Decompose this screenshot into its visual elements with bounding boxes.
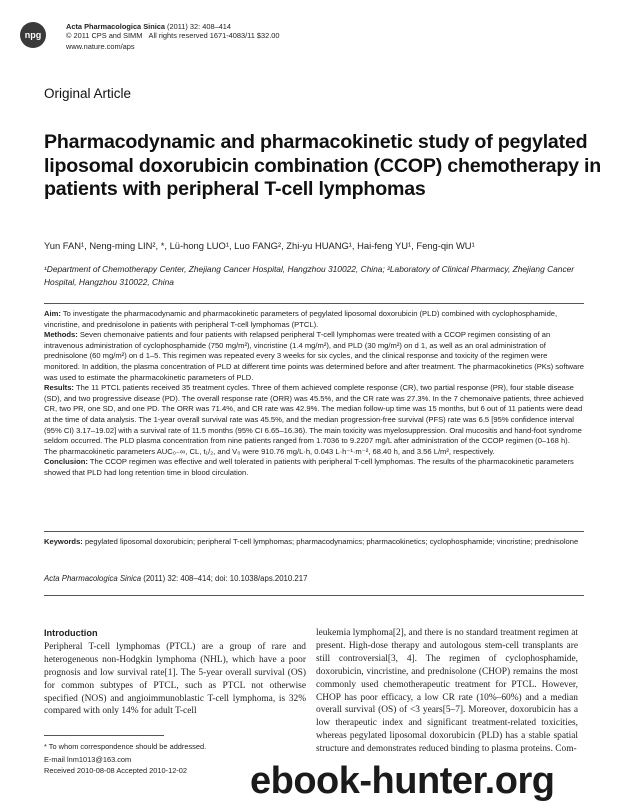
correspondence-note: * To whom correspondence should be addressed. [44, 742, 207, 751]
abstract-bottom-rule [44, 531, 584, 532]
journal-name: Acta Pharmacologica Sinica [66, 22, 165, 31]
keywords [44, 537, 584, 548]
abstract [44, 309, 584, 479]
author-list: Yun FAN¹, Neng-ming LIN², *, Lü-hong LUO¹, Luo FANG², Zhi-yu HUANG¹, Hai-feng YU¹, Feng-qin WU¹ [44, 240, 475, 251]
journal-info: (2011) 32: 408–414 [165, 22, 232, 31]
article-title: Pharmacodynamic and pharmacokinetic study of pegylated liposomal doxorubicin combination (CCOP) chemotherapy in patients with peripheral T-cell lymphomas [44, 131, 602, 200]
introduction-heading: Introduction [44, 628, 98, 638]
results-text: The 11 PTCL patients received 35 treatment cycles. Three of them achieved complete response (CR), two partial response (PR), four stable disease (SD), and two progressive disease (PD). The overall response rate (ORR) was 45.5%, and the CR rate was 27.3%. In the 7 chemonaive patients, three achieved CR, two PR, one SD, and one PD. The ORR was 71.4%, and CR rate was 42.9%. The median follow-up time was 15 months, but 6 out of 11 patients were dead at the time of data analysis. The 1-year overall survival rate was 45.5%, and the median progression-free survival (PFS) rate was 6.5 [95% confidence interval (95% CI) 3.17–19.02] with a survival rate of 11.5 months (95% CI 6.65–16.36). The main toxicity was myelosuppression. Oral mucositis and hand-foot syndrome seldom occurred. The PLD plasma concentration from nine patients ranged from 1.7036 to 9.2207 mg/L after administration of the CCOP regimen (0–168 h). The pharmacokinetic parameters AUC₀₋∞, CL, t₁/₂, and V₀ were 910.76 mg/L·h, 0.043 L·h⁻¹·m⁻², 68.40 h, and 3.56 L/m², respectively. [44, 383, 584, 456]
conclusion-label: Conclusion: [44, 457, 88, 467]
conclusion-text: The CCOP regimen was effective and well tolerated in patients with peripheral T-cell lymphomas. The results of the pharmacokinetic parameters showed that PLD had long retention time in blood circulation. [44, 457, 574, 477]
npg-logo: npg [20, 22, 46, 48]
rights: All rights reserved 1671-4083/11 $32.00 [148, 31, 280, 40]
journal-url[interactable]: www.nature.com/aps [66, 42, 135, 51]
introduction-text-right: leukemia lymphoma[2], and there is no standard treatment regimen at present. High-dose therapy and autologous stem-cell transplants are still controversial[3, 4]. The regimen of cyclophosphamide, doxorubicin, vincristine, and prednisolone (CHOP) remains the most commonly used chemotherapeutic treatment for PTCL. However, CHOP has poor efficacy, a low CR rate (10%–60%) and a median overall survival (OS) of <3 years[5–7]. Moreover, doxorubicin has a low therapeutic index and significant treatment-related toxicities, whereas pegylated liposomal doxorubicin (PLD) has a stable spatial structure and demonstrates reduced binding to plasma proteins. Com- [316, 628, 578, 755]
keywords-text: pegylated liposomal doxorubicin; peripheral T-cell lymphomas; pharmacodynamics; pharmacokinetics; cyclophosphamide; vincristine; prednisolone [82, 537, 579, 546]
citation-rule [44, 595, 584, 596]
copyright-line [66, 31, 279, 40]
methods-text: Seven chemonaive patients and four patients with relapsed peripheral T-cell lymphomas were treated with a CCOP regimen consisting of an intravenous administration of cyclophosphamide (750 mg/m²), vincristine (1.4 mg/m²), and PLD (30 mg/m²) on d 1, as well as an oral administration of prednisolone (60 mg/m²) on d 1–5. This regimen was repeated every 3 weeks for six cycles, and the clinical response and toxicity of the regimen were monitored. In addition, the plasma concentration of PLD at different time points was determined before and after treatment. The pharmacokinetics (PKs) software was used to estimate the pharmacokinetic parameters of PLD. [44, 330, 585, 382]
article-type: Original Article [44, 86, 132, 101]
keywords-label: Keywords: [44, 537, 83, 546]
methods-label: Methods: [44, 330, 78, 340]
aim-text: To investigate the pharmacodynamic and pharmacokinetic parameters of pegylated liposomal doxorubicin (PLD) combined with cyclophosphamide, vincristine, and prednisolone in patients with peripheral T-cell lymphomas (PTCL). [44, 309, 558, 329]
results-label: Results: [44, 383, 74, 393]
citation-rest: (2011) 32: 408–414; doi: 10.1038/aps.2010.217 [141, 574, 308, 583]
body-column-left [44, 627, 306, 718]
footnote-rule [44, 735, 164, 736]
journal-line [66, 22, 231, 31]
watermark: ebook-hunter.org [250, 760, 555, 802]
received-accepted-dates: Received 2010-08-08 Accepted 2010-12-02 [44, 766, 187, 775]
abstract-top-rule [44, 303, 584, 304]
aim-label: Aim: [44, 309, 61, 318]
correspondence-email[interactable]: E-mail lnm1013@163.com [44, 755, 132, 764]
copyright: © 2011 CPS and SIMM [66, 31, 143, 40]
citation-journal: Acta Pharmacologica Sinica [44, 574, 142, 583]
body-column-right [316, 627, 578, 756]
affiliations: ¹Department of Chemotherapy Center, Zhejiang Cancer Hospital, Hangzhou 310022, China; ²Laboratory of Clinical Pharmacy, Zhejiang Cancer Hospital, Hangzhou 310022, China [44, 264, 575, 287]
citation [44, 574, 307, 583]
introduction-text-left: Peripheral T-cell lymphomas (PTCL) are a group of rare and heterogeneous non-Hodgkin lymphoma (NHL), which have a poor prognosis and low survival rate[1]. The 5-year overall survival (OS) for common subtypes of PTCL, such as PTCL not otherwise specified (NOS) and angioimmunoblastic T-cell lymphoma, is 32% compared with only 14% for adult T-cell [44, 641, 306, 717]
